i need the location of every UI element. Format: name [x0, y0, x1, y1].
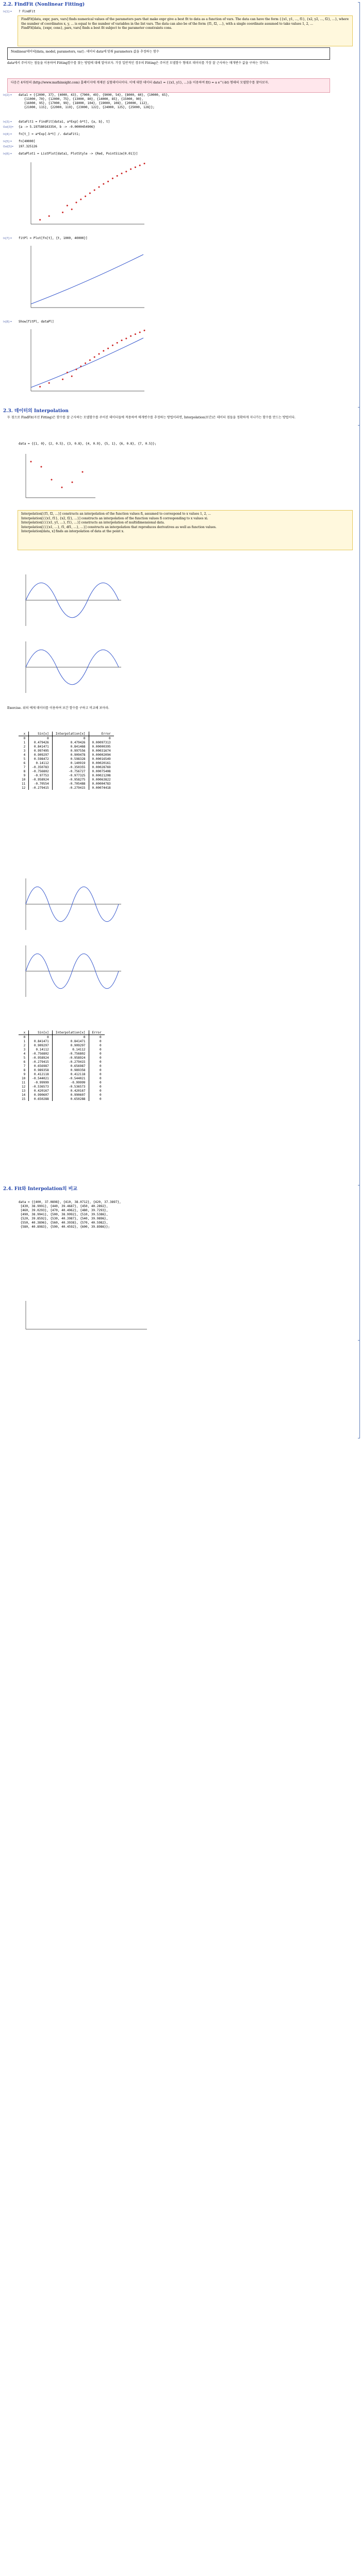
table-row: [19, 1076, 105, 1080]
table-cell: 0.00075408: [89, 769, 114, 773]
data-point: [76, 202, 77, 204]
table-cell: 8: [23, 1068, 26, 1072]
data-point: [39, 386, 41, 387]
table-cell: 0: [89, 1056, 105, 1060]
cell-label: In[8]:=: [3, 320, 12, 324]
table-cell: -0.99999: [52, 1080, 89, 1084]
fit-curve: [31, 338, 143, 387]
table-cell: 0: [89, 1043, 105, 1047]
table-row: [19, 1072, 105, 1076]
section-title-findfit: 2.2. FindFit (Nonlinear Fitting): [3, 2, 85, 7]
table-header: Error: [89, 732, 114, 736]
data-point: [103, 350, 104, 352]
table-cell: 1: [23, 740, 26, 744]
table-cell: 0: [89, 1097, 105, 1101]
table-cell: -0.544021: [52, 1076, 89, 1080]
table-cell: -0.958924: [29, 777, 53, 782]
table-row: [19, 1047, 105, 1052]
table-row: [19, 736, 114, 741]
cell-group-bracket[interactable]: [358, 2, 360, 426]
usage-box-findfit: [18, 15, 353, 46]
table-cell: 0.00063822: [89, 777, 114, 782]
data-point: [121, 173, 123, 174]
input-cell[interactable]: fn[40000]: [19, 140, 36, 143]
table-cell: 0: [89, 1089, 105, 1093]
cell-label: Out[3]=: [3, 126, 14, 129]
data-point: [130, 168, 132, 170]
point: [51, 479, 53, 481]
plot-points: [39, 330, 145, 387]
cell-label: In[7]:=: [3, 237, 12, 240]
table-row: [19, 1080, 105, 1084]
fit-curve: [31, 255, 143, 304]
example-box: 다음은 4차원의 (http://www.mathinsight.com) 홈페이지에 게재된 실험데이터이다. 이에 대한 데이터 data1 = {{x1, y1}, ...}을 이용하여 f(t) = a e^(-bt) 형태의 모델함수를 찾아보자.: [7, 78, 330, 93]
table-cell: -0.70554: [29, 782, 53, 786]
table-row: [19, 1052, 105, 1056]
point: [61, 487, 63, 488]
data-point: [71, 376, 73, 377]
data-point: [117, 175, 118, 177]
data-point: [94, 190, 95, 191]
table-cell: -0.756802: [52, 1052, 89, 1056]
data-point: [48, 382, 50, 384]
data-point: [125, 338, 127, 340]
data-point: [144, 163, 145, 164]
data-point: [135, 333, 136, 335]
data-point: [85, 196, 86, 197]
table-row: [19, 749, 114, 753]
table-cell: 0: [89, 1093, 105, 1097]
table-cell: 15: [22, 1097, 26, 1101]
table-cell: -0.350783: [29, 765, 53, 769]
data-point: [80, 366, 81, 367]
table-cell: -0.977325: [52, 773, 89, 777]
cell-label: In[6]:=: [3, 152, 12, 156]
table-cell: 0.00097313: [89, 740, 114, 744]
table-cell: 0: [52, 1035, 89, 1040]
table-cell: 0: [23, 736, 26, 740]
table-cell: 0: [89, 1052, 105, 1056]
table-header: Error: [89, 1030, 105, 1035]
table-cell: 0.656987: [52, 1064, 89, 1068]
table-cell: 0: [23, 1035, 26, 1039]
table-cell: 0.990607: [29, 1093, 53, 1097]
table-row: [19, 1097, 105, 1101]
table-cell: 0: [89, 1084, 105, 1089]
table-cell: 0.909297: [29, 1043, 53, 1047]
usage-text: FindFit[data, expr, pars, vars] finds numerical values of the parameters pars that make expr give a best fit to data as a function of vars. The data can have the form {{x1, y1, ..., f1}, {x2, y2, ..., f2}, ...}, where the number of coordinates x, y, ... is equal to the number of variables in the list vars. The data can also be of the form {f1, f2, ...}, with a single coordinate assumed to take values 1, 2, ...: [21, 18, 349, 26]
data-point: [121, 340, 123, 341]
table-row: [19, 1084, 105, 1089]
table-cell: 0.841471: [29, 744, 53, 749]
table-row: [19, 1089, 105, 1093]
sine-plot-3[interactable]: [21, 876, 124, 933]
table-cell: 0.14112: [52, 1047, 89, 1052]
table-cell: 0.598472: [29, 757, 53, 761]
table-cell: -0.279415: [29, 1060, 53, 1064]
data-point: [125, 171, 127, 173]
table-cell: 6: [23, 1060, 26, 1064]
table-header: x: [19, 732, 29, 736]
point: [30, 461, 32, 463]
data-point: [112, 345, 113, 346]
table-cell: 0.989358: [29, 1068, 53, 1072]
table-cell: 5: [23, 1056, 26, 1060]
table-cell: 0.00021208: [89, 773, 114, 777]
table-cell: -0.536573: [52, 1084, 89, 1089]
input-cell[interactable]: data = {{1, 0}, {2, 0.5}, {3, 0.8}, {4, 0.9}, {5, 1}, {6, 0.8}, {7, 0.5}};: [19, 442, 157, 446]
cell-label: In[5]:=: [3, 140, 12, 143]
sine-plot-4[interactable]: [21, 943, 124, 999]
table-cell: 5: [23, 757, 26, 761]
input-cell[interactable]: fn[t_] = a*Exp[-b*t] /. dataFit1;: [19, 132, 80, 136]
table-cell: -0.350355: [52, 765, 89, 769]
table-row: [19, 744, 114, 749]
table-row: [19, 753, 114, 757]
table-cell: 7: [23, 1064, 26, 1068]
usage-box-interpolation: Interpolation[{f1, f2, ...}] constructs an interpolation of the function values fi, assumed to correspond to x values 1, 2, ... Interpolation[{{x1, f1}, {x2, f2}, ...}] constructs an interpolation of the function values fi corresponding to x values xi. Interpolation[{{{x1, y1, ...}, f1}, ...}] constructs an interpolation of multidimensional data. Interpolation[{{{x1, ...}, f1, df1, ...}, ...}] constructs an interpolation that reproduces derivatives as well as function values. Interpolation[data, x] finds an interpolation of data at the point x.: [18, 510, 353, 550]
text-cell: 두 점으로 FindFit(곡선 Fitting)은 함수를 잘 근사하는 모델함수를 주어진 데이터들에 적용하여 매개변수를 추정하는 방법이라면, Interpolation(보간)은 데이터 점들을 정확하게 지나가는 함수를 만드는 방법이다.: [7, 416, 296, 419]
input-cell[interactable]: fitPl = Plot[fn[t], {t, 1000, 40000}]: [19, 236, 88, 240]
table-row: [19, 782, 114, 786]
table-cell: 0: [29, 1035, 53, 1040]
data-point: [99, 353, 100, 355]
data-point: [67, 205, 68, 207]
table-cell: 0.00028769: [89, 765, 114, 769]
table-cell: -0.705488: [52, 782, 89, 786]
table-cell: 0.14112: [29, 761, 53, 765]
data-point: [80, 199, 81, 200]
table-cell: -0.958924: [29, 1056, 53, 1060]
table-cell: 10: [22, 1076, 26, 1080]
table-cell: -0.279415: [29, 786, 53, 790]
table-cell: 0.841468: [52, 744, 89, 749]
data-point: [117, 342, 118, 344]
table-cell: 0.650288: [52, 1097, 89, 1101]
table-header: Interpolation[x]: [52, 1030, 89, 1035]
comparison-table-1: [19, 732, 114, 790]
table-cell: 0.00031674: [89, 749, 114, 753]
table-cell: 0.997556: [52, 749, 89, 753]
input-cell[interactable]: ? FindFit: [19, 10, 36, 13]
table-cell: -0.544021: [29, 1076, 53, 1080]
data-point: [39, 219, 41, 221]
data-point: [135, 166, 136, 168]
table-cell: 0: [89, 736, 114, 741]
table-cell: -0.756802: [29, 1052, 53, 1056]
data-point: [144, 330, 145, 331]
table-cell: 0.989358: [52, 1068, 89, 1072]
table-row: [19, 740, 114, 744]
table-cell: 0.420167: [29, 1089, 53, 1093]
data-point: [99, 187, 100, 188]
table-cell: 13: [22, 1089, 26, 1093]
interp-dot-plot[interactable]: [21, 451, 98, 503]
table-cell: 1: [23, 1039, 26, 1043]
table-cell: 0.650288: [29, 1097, 53, 1101]
input-cell[interactable]: data = {{400, 37.0898}, {410, 38.0712}, {420, 37.3897}, {430, 38.9991}, {440, 39.4687}, {450, 40.2892}, {460, 39.0293}, {470, 40.4962}, {480, 39.7293}, {490, 38.9941}, {500, 38.9992}, {510, 39.5386}, {520, 39.8592}, {530, 40.3987}, {540, 39.9896}, {550, 40.3896}, {560, 40.3938}, {570, 40.5982}, {580, 40.8983}, {590, 40.4592}, {600, 39.8986}};: [19, 1200, 121, 1229]
data-point: [130, 335, 132, 337]
table-header: x: [19, 1030, 29, 1035]
table-row: [19, 757, 114, 761]
table-cell: 0: [89, 1039, 105, 1043]
table-cell: 3: [23, 1047, 26, 1052]
table-cell: 0.00002094: [89, 753, 114, 757]
data-point: [71, 209, 73, 210]
cell-label: In[4]:=: [3, 133, 12, 136]
input-cell[interactable]: data1 = {{2000, 37}, {4000, 43}, {7000, 49}, {9000, 54}, {8000, 60}, {10000, 65}, {11000, 70}, {12000, 75}, {13000, 80}, {14000, 85}, {15000, 90}, {16000, 95}, {17000, 99}, {18000, 104}, {19000, 108}, {20000, 112}, {21000, 115}, {22000, 119}, {23000, 122}, {24000, 125}, {25000, 128}};: [19, 93, 170, 109]
table-cell: 0.00016549: [89, 757, 114, 761]
table-row: [19, 777, 114, 782]
final-scatter-plot[interactable]: [21, 1298, 150, 1334]
table-cell: 0: [89, 1035, 105, 1040]
data-point: [67, 372, 68, 374]
data-point: [76, 369, 77, 370]
data-point: [107, 181, 109, 182]
data-point: [89, 360, 91, 361]
table-row: [19, 769, 114, 773]
table-cell: 7: [23, 765, 26, 769]
table-cell: 0.00020161: [89, 761, 114, 765]
table-cell: 0.598328: [52, 757, 89, 761]
combined-plot[interactable]: [21, 327, 150, 399]
table-cell: -0.536573: [29, 1084, 53, 1089]
data-point: [107, 348, 109, 349]
table-cell: 0: [89, 1080, 105, 1084]
fit-curve-plot[interactable]: [21, 243, 150, 315]
table-cell: 0: [52, 736, 89, 741]
table-cell: 0.412118: [29, 1072, 53, 1076]
cell-group-bracket[interactable]: [358, 1185, 360, 1341]
table-row: [19, 1056, 105, 1060]
table-cell: 0.997495: [29, 749, 53, 753]
table-cell: 0: [89, 1064, 105, 1068]
definition-box: Nonlinear데이터[data, model, parameters, var] : 데이터 data에 맞춰 parameters 값을 추정하는 함수: [7, 47, 330, 60]
table-cell: -0.99999: [29, 1080, 53, 1084]
table-cell: -0.756802: [29, 769, 53, 773]
table-row: [19, 1068, 105, 1072]
table-row: [19, 786, 114, 790]
table-header: Interpolation[x]: [52, 732, 89, 736]
data-point: [139, 332, 141, 333]
text-cell: data에서 주어지는 점들을 이용하여 Fitting함수를 찾는 방법에 대해 알아보자. 가장 일반적인 경우의 Fitting은 주어진 모델함수 형태로 데이터를 가장 잘 근사하는 매개변수 값을 구하는 것이다.: [7, 61, 269, 65]
data-point: [85, 363, 86, 364]
section-title-comparison: 2.4. Fit와 Interpolation의 비교: [3, 1187, 77, 1192]
output-cell: 197.325126: [19, 145, 38, 148]
table-cell: 0.479426: [52, 740, 89, 744]
input-cell[interactable]: Show[fitPl, dataPl]: [19, 320, 54, 324]
table-row: [19, 1060, 105, 1064]
table-cell: 0.00004783: [89, 782, 114, 786]
data-point: [62, 379, 63, 380]
table-cell: 0.909297: [29, 753, 53, 757]
table-row: [19, 773, 114, 777]
table-cell: 4: [23, 1052, 26, 1056]
table-cell: 0: [89, 1068, 105, 1072]
sine-plot-2[interactable]: [21, 639, 124, 696]
scatter-plot-data1[interactable]: [21, 160, 150, 232]
table-cell: 2: [23, 1043, 26, 1047]
input-cell[interactable]: dataFit1 = FindFit[data1, a*Exp[-b*t], {a, b}, t]: [19, 120, 110, 124]
table-cell: 0: [89, 1072, 105, 1076]
section-title-interpolation: 2.3. 데이터의 Interpolation: [3, 409, 69, 414]
table-cell: 0.990607: [52, 1093, 89, 1097]
table-cell: -0.97753: [29, 773, 53, 777]
table-cell: 0: [89, 1060, 105, 1064]
cell-label: Out[5]=: [3, 145, 14, 148]
table-cell: 0.841471: [29, 1039, 53, 1043]
cell-label: In[3]:=: [3, 121, 12, 124]
data-point: [48, 215, 50, 217]
input-cell[interactable]: dataPlot1 = ListPlot[data1, PlotStyle -> {Red, PointSize[0.01]}]: [19, 152, 138, 156]
table-cell: 11: [22, 1080, 26, 1084]
table-row: [19, 765, 114, 769]
comparison-table-2: [19, 1030, 105, 1101]
table-cell: 0.841471: [52, 1039, 89, 1043]
table-cell: 0.14112: [29, 1047, 53, 1052]
table-cell: 0.412118: [52, 1072, 89, 1076]
table-cell: 10: [22, 777, 26, 782]
table-cell: 0: [89, 1076, 105, 1080]
table-cell: 0: [89, 1047, 105, 1052]
data-point: [103, 183, 104, 185]
table-cell: 9: [23, 773, 26, 777]
table-cell: -0.279415: [52, 786, 89, 790]
table-cell: 2: [23, 744, 26, 749]
table-cell: 0.909478: [52, 753, 89, 757]
table-cell: 12: [22, 786, 26, 790]
usage-text-2: FindFit[data, {expr, cons}, pars, vars] finds a best fit subject to the parameter constraints cons.: [21, 26, 172, 30]
table-row: [19, 1064, 105, 1068]
table-cell: -0.756727: [52, 769, 89, 773]
table-row: [19, 1039, 105, 1043]
table-cell: 8: [23, 769, 26, 773]
table-cell: 0.00000395: [89, 744, 114, 749]
table-cell: 0: [29, 736, 53, 741]
table-cell: 14: [22, 1093, 26, 1097]
table-header: Sin[x]: [29, 1030, 53, 1035]
data-point: [139, 165, 141, 166]
table-row: [19, 1093, 105, 1097]
table-cell: 0.00074418: [89, 786, 114, 790]
point: [72, 482, 73, 483]
table-row: [19, 1035, 105, 1040]
plot-points: [39, 163, 145, 221]
exercise-text: Exercise. 위의 예제 데이터를 이용하여 보간 함수를 구하고 비교해 보아라.: [7, 706, 109, 710]
table-row: [19, 1043, 105, 1047]
table-cell: 0.909297: [52, 1043, 89, 1047]
cell-label: In[2]:=: [3, 94, 12, 97]
table-cell: 12: [22, 1084, 26, 1089]
data-point: [89, 193, 91, 194]
table-cell: 11: [22, 782, 26, 786]
table-cell: 0.479426: [29, 740, 53, 744]
table-cell: -0.958275: [52, 777, 89, 782]
table-row: [19, 761, 114, 765]
point: [41, 466, 42, 468]
table-cell: -0.958924: [52, 1056, 89, 1060]
table-cell: 3: [23, 749, 26, 753]
output-cell: {a -> 5.197580163354, b -> -0.0000454906}: [19, 125, 95, 129]
cell-label: In[1]:=: [3, 10, 12, 13]
point: [82, 471, 84, 473]
table-cell: 9: [23, 1072, 26, 1076]
table-cell: 0.140919: [52, 761, 89, 765]
data-point: [94, 357, 95, 358]
data-point: [112, 178, 113, 179]
table-cell: -0.279415: [52, 1060, 89, 1064]
table-cell: 4: [23, 753, 26, 757]
sine-plot-1[interactable]: [21, 572, 124, 629]
data-point: [62, 212, 63, 213]
table-header: Sin[x]: [29, 732, 53, 736]
table-cell: 6: [23, 761, 26, 765]
table-cell: 0.420167: [52, 1089, 89, 1093]
table-cell: 0.656987: [29, 1064, 53, 1068]
